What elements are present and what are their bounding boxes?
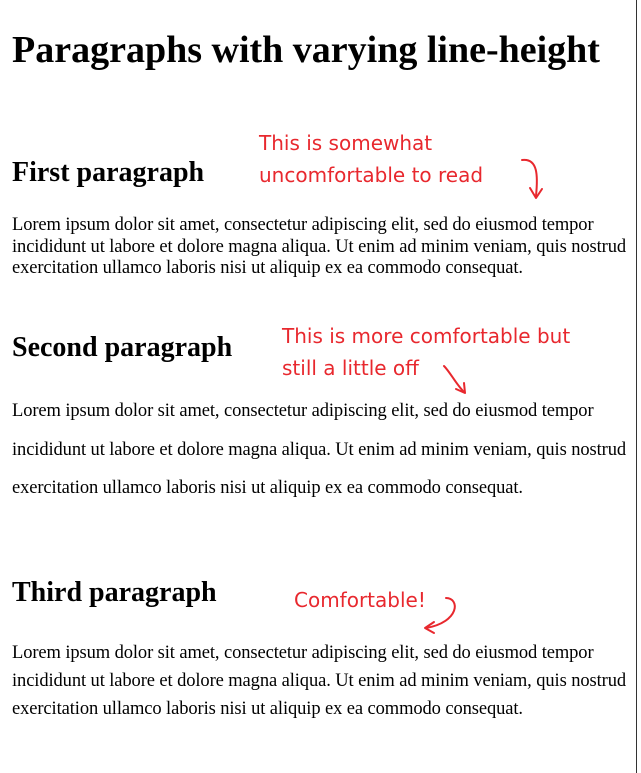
page-title: Paragraphs with varying line-height [12, 29, 600, 71]
second-paragraph-text: Lorem ipsum dolor sit amet, consectetur adipiscing elit, sed do eiusmod tempor incididunt ut labore et dolore magna aliqua. Ut enim ad minim veniam, quis nostrud exercitation ullamco laboris nisi ut aliquip ex ea commodo consequat. [12, 401, 626, 498]
annotation-line: This is somewhat [259, 131, 433, 155]
annotation-line: Comfortable! [294, 588, 426, 612]
third-paragraph-text: Lorem ipsum dolor sit amet, consectetur adipiscing elit, sed do eiusmod tempor incididunt ut labore et dolore magna aliqua. Ut enim ad minim veniam, quis nostrud exercitation ullamco laboris nisi ut aliquip ex ea commodo consequat. [12, 643, 626, 719]
first-paragraph-heading: First paragraph [12, 157, 205, 188]
first-paragraph-annotation [259, 127, 483, 191]
annotation-line: still a little off [282, 356, 419, 380]
annotation-line: uncomfortable to read [259, 163, 484, 187]
second-paragraph-annotation [282, 320, 570, 384]
third-paragraph-heading: Third paragraph [12, 577, 217, 608]
curved-arrow-icon [418, 592, 464, 636]
annotation-line: This is more comfortable but [282, 324, 571, 348]
curved-arrow-icon [514, 156, 550, 206]
second-paragraph-heading: Second paragraph [12, 332, 233, 363]
third-paragraph-annotation [294, 584, 426, 616]
first-paragraph-text: Lorem ipsum dolor sit amet, consectetur adipiscing elit, sed do eiusmod tempor incididunt ut labore et dolore magna aliqua. Ut enim ad minim veniam, quis nostrud exercitation ullamco laboris nisi ut aliquip ex ea commodo consequat. [12, 215, 626, 278]
